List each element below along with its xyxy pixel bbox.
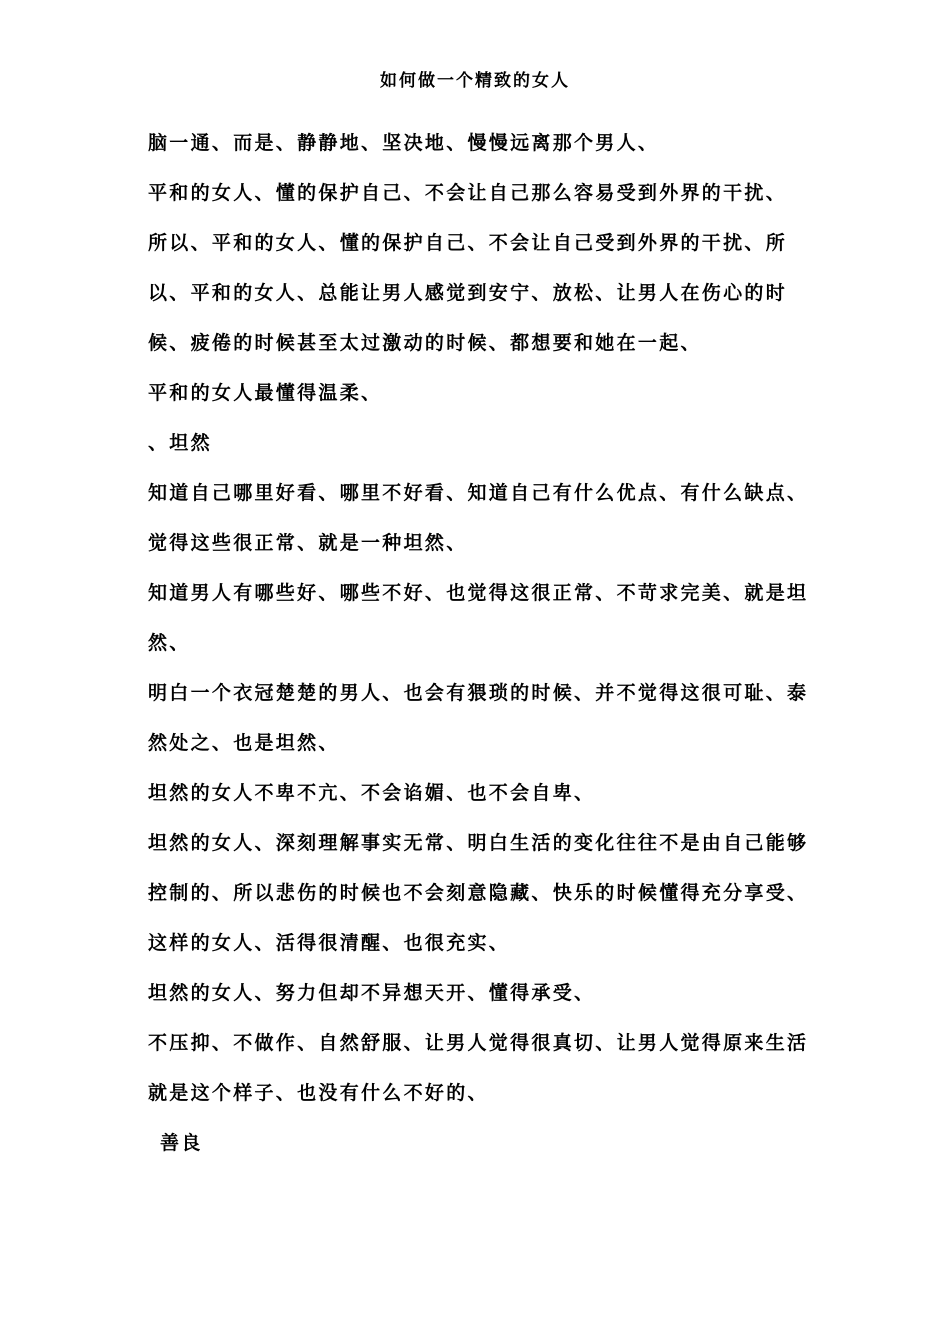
paragraph: 平和的女人、懂的保护自己、不会让自己那么容易受到外界的干扰、: [148, 182, 788, 204]
paragraph: 知道男人有哪些好、哪些不好、也觉得这很正常、不苛求完美、就是坦然、: [148, 582, 809, 654]
paragraph: 坦然的女人不卑不亢、不会谄媚、也不会自卑、: [148, 782, 596, 804]
document-body: [148, 118, 813, 1168]
paragraph: 坦然的女人、努力但却不异想天开、懂得承受、: [148, 982, 596, 1004]
paragraph: 知道自己哪里好看、哪里不好看、知道自己有什么优点、有什么缺点、觉得这些很正常、就是一种坦然、: [148, 482, 809, 554]
document-title: 如何做一个精致的女人: [380, 71, 570, 91]
paragraph: 所以、平和的女人、懂的保护自己、不会让自己受到外界的干扰、所以、平和的女人、总能让男人感觉到安宁、放松、让男人在伤心的时候、疲倦的时候甚至太过激动的时候、都想要和她在一起、: [148, 232, 788, 354]
paragraph: 坦然的女人、深刻理解事实无常、明白生活的变化往往不是由自己能够控制的、所以悲伤的时候也不会刻意隐藏、快乐的时候懂得充分享受、: [148, 832, 809, 904]
paragraph: 这样的女人、活得很清醒、也很充实、: [148, 932, 511, 954]
section-heading: 善良: [160, 1132, 203, 1154]
section-heading: 、坦然: [148, 432, 212, 454]
paragraph: 平和的女人最懂得温柔、: [148, 382, 383, 404]
paragraph: 脑一通、而是、静静地、坚决地、慢慢远离那个男人、: [148, 132, 660, 154]
paragraph: 明白一个衣冠楚楚的男人、也会有猥琐的时候、并不觉得这很可耻、泰然处之、也是坦然、: [148, 682, 809, 754]
paragraph: 不压抑、不做作、自然舒服、让男人觉得很真切、让男人觉得原来生活就是这个样子、也没有什么不好的、: [148, 1032, 809, 1104]
